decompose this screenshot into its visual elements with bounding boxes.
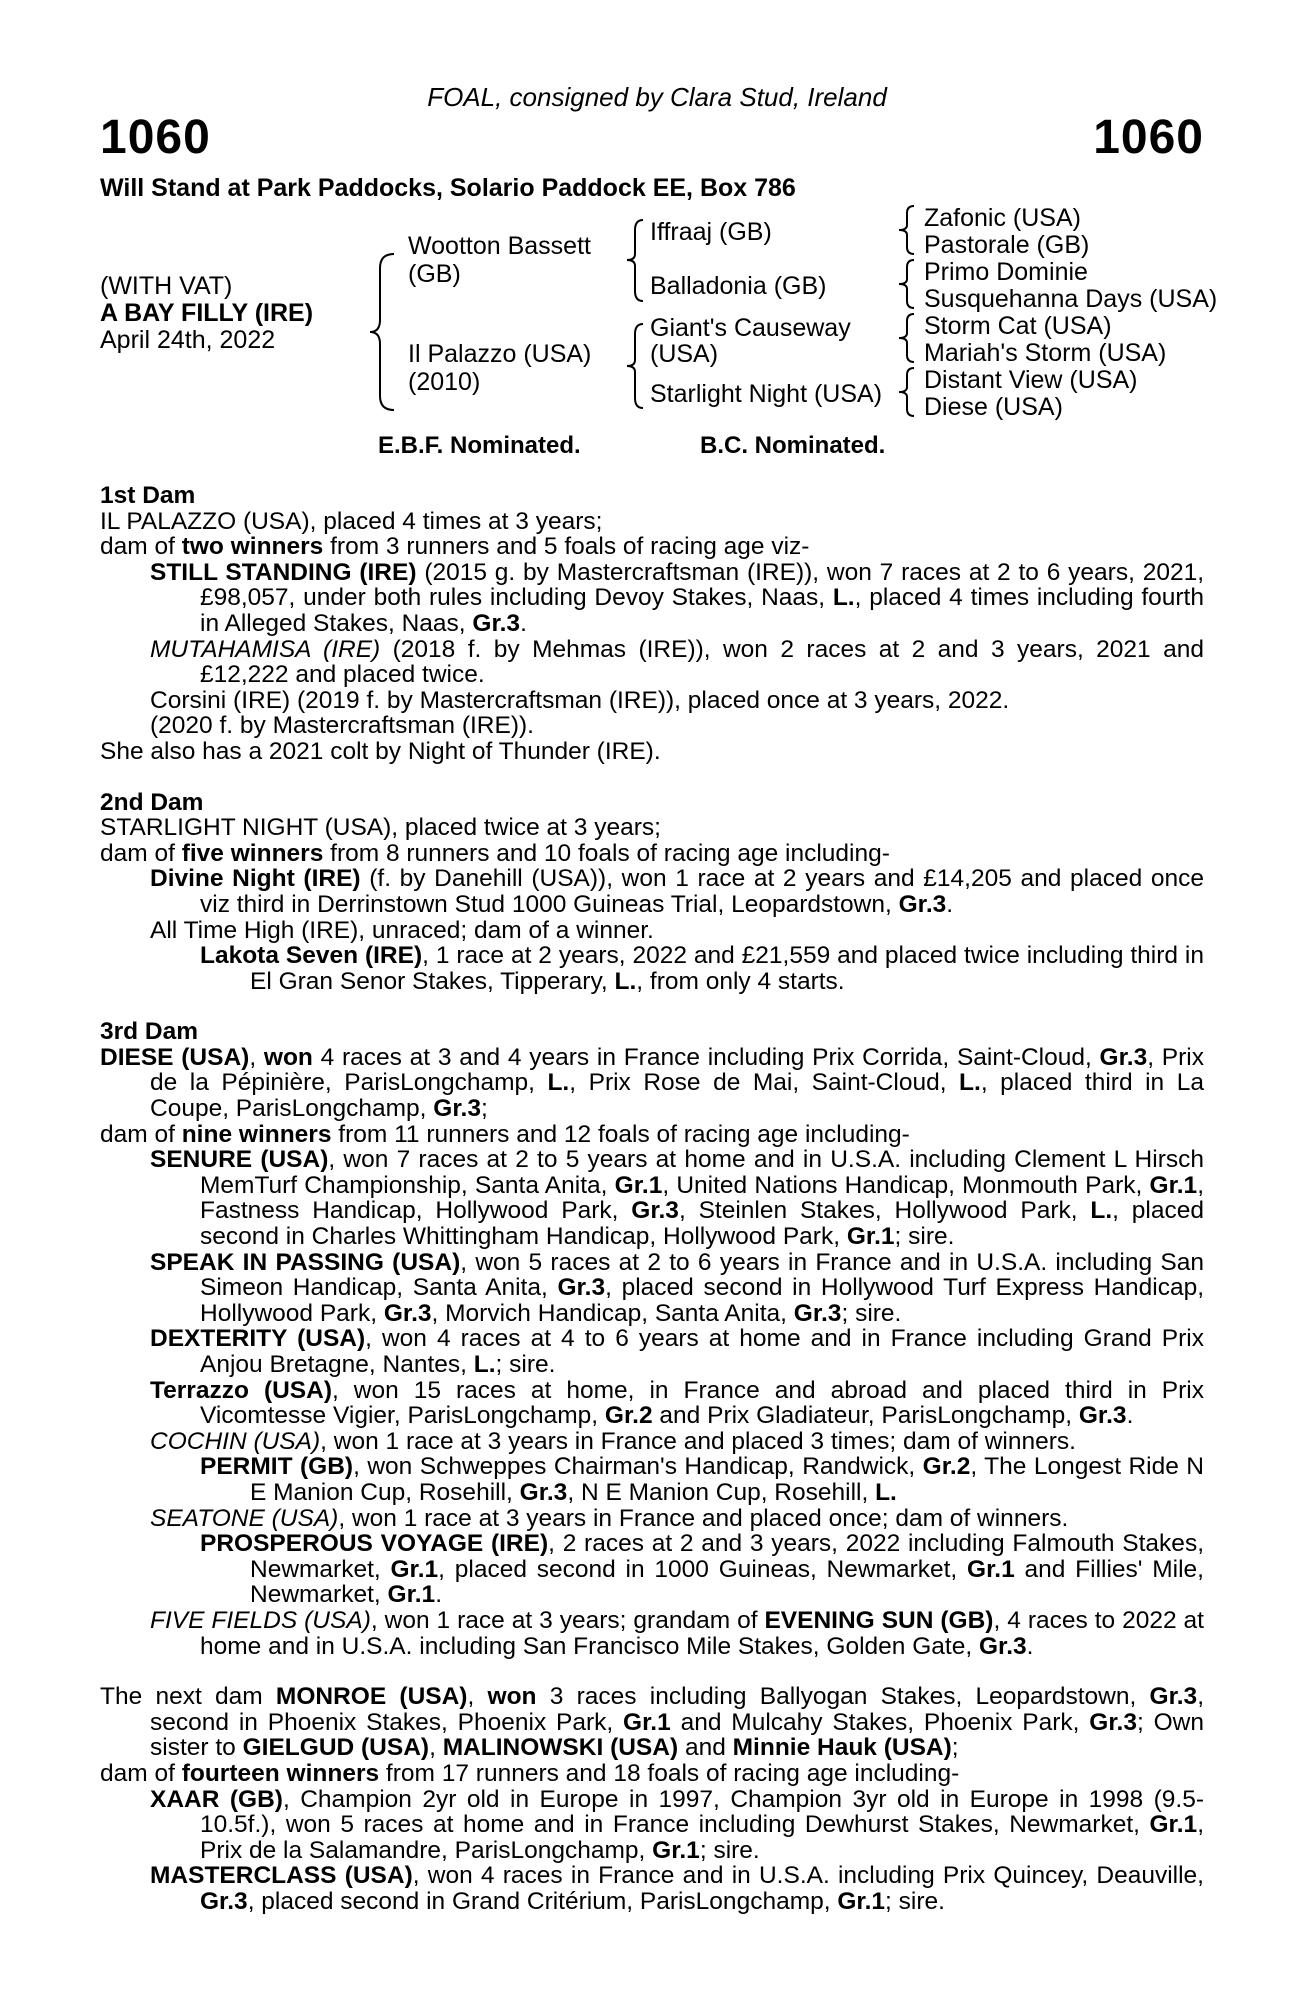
ss-sire: Zafonic (USA): [924, 204, 1081, 232]
first-dam-note: She also has a 2021 colt by Night of Thunder (IRE).: [100, 737, 661, 765]
dd-dam: Diese (USA): [924, 393, 1063, 421]
produce-entry: FIVE FIELDS (USA), won 1 race at 3 years; grandam of EVENING SUN (GB), 4 races to 2022 at home and in U.S.A. including San Francisco Mile Stakes, Golden Gate, Gr.3.: [150, 1606, 1204, 1660]
ebf-nomination: E.B.F. Nominated.: [378, 432, 581, 459]
pedigree-brace-7: [896, 366, 918, 418]
produce-entry: PROSPEROUS VOYAGE (IRE), 2 races at 2 and 3 years, 2022 including Falmouth Stakes, Newmarket, Gr.1, placed second in 1000 Guineas, Newmarket, Gr.1 and Fillies' Mile, Newmarket, Gr.1.: [200, 1530, 1204, 1609]
catalogue-body: [100, 483, 1204, 1914]
produce-entry: Lakota Seven (IRE), 1 race at 2 years, 2022 and £21,559 and placed twice including third in El Gran Senor Stakes, Tipperary, L., from only 4 starts.: [200, 942, 1204, 995]
vat-note: (WITH VAT): [100, 272, 233, 300]
horse-dob: April 24th, 2022: [100, 326, 276, 354]
horse-name: A BAY FILLY (IRE): [100, 299, 314, 327]
sire-sire: Iffraaj (GB): [650, 218, 772, 246]
lot-number-left: 1060: [100, 111, 211, 164]
produce-entry: MUTAHAMISA (IRE) (2018 f. by Mehmas (IRE)), won 2 races at 2 and 3 years, 2021 and £12,222 and placed twice.: [150, 635, 1204, 689]
lot-number-right: 1060: [1093, 111, 1204, 164]
next-dam-summary: The next dam MONROE (USA), won 3 races including Ballyogan Stakes, Leopardstown, Gr.3, second in Phoenix Stakes, Phoenix Park, Gr.1 and Mulcahy Stakes, Phoenix Park, Gr.3; Own sister to GIELGUD (USA), MALINOWSKI (USA) and Minnie Hauk (USA);: [100, 1683, 1205, 1762]
third-dam-summary: DIESE (USA), won 4 races at 3 and 4 years in France including Prix Corrida, Saint-Cloud, Gr.3, Prix de la Pépinière, ParisLongchamp, L., Prix Rose de Mai, Saint-Cloud, L., placed third in La Coupe, ParisLongchamp, Gr.3;: [100, 1043, 1204, 1123]
produce-entry: All Time High (IRE), unraced; dam of a winner.: [150, 916, 654, 944]
pedigree-brace-5: [896, 258, 918, 310]
pedigree-brace-1: [368, 252, 398, 412]
produce-entry: Divine Night (IRE) (f. by Danehill (USA)), won 1 race at 2 years and £14,205 and placed once viz third in Derrinstown Stud 1000 Guineas Trial, Leopardstown, Gr.3.: [150, 865, 1204, 918]
second-dam-summary: STARLIGHT NIGHT (USA), placed twice at 3 years;: [100, 814, 661, 842]
ds-sire: Storm Cat (USA): [924, 312, 1112, 340]
produce-entry: SENURE (USA), won 7 races at 2 to 5 years at home and in U.S.A. including Clement L Hirsch MemTurf Championship, Santa Anita, Gr.1, United Nations Handicap, Monmouth Park, Gr.1, Fastness Handicap, Hollywood Park, Gr.3, Steinlen Stakes, Hollywood Park, L., placed second in Charles Whittingham Handicap, Hollywood Park, Gr.1; sire.: [150, 1146, 1205, 1251]
ss-dam: Pastorale (GB): [924, 231, 1090, 259]
stabling-location: Will Stand at Park Paddocks, Solario Paddock EE, Box 786: [100, 174, 796, 202]
bc-nomination: B.C. Nominated.: [700, 432, 886, 459]
sd-sire: Primo Dominie: [924, 258, 1088, 286]
sire-dam: Balladonia (GB): [650, 272, 827, 300]
next-dam-record: dam of fourteen winners from 17 runners and 18 foals of racing age including-: [100, 1759, 960, 1787]
produce-entry: COCHIN (USA), won 1 race at 3 years in France and placed 3 times; dam of winners.: [150, 1427, 1076, 1455]
produce-entry: Corsini (IRE) (2019 f. by Mastercraftsman (IRE)), placed once at 3 years, 2022.: [150, 686, 1010, 714]
produce-entry: DEXTERITY (USA), won 4 races at 4 to 6 years at home and in France including Grand Prix Anjou Bretagne, Nantes, L.; sire.: [150, 1325, 1204, 1378]
dd-sire: Distant View (USA): [924, 366, 1138, 394]
dam-sire: Giant's Causeway: [650, 314, 851, 342]
third-dam-record: dam of nine winners from 11 runners and 12 foals of racing age including-: [100, 1120, 910, 1148]
second-dam-record: dam of five winners from 8 runners and 10 foals of racing age including-: [100, 839, 890, 867]
produce-entry: STILL STANDING (IRE) (2015 g. by Mastercraftsman (IRE)), won 7 races at 2 to 6 years, 2021, £98,057, under both rules including Devoy Stakes, Naas, L., placed 4 times including fourth in Alleged Stakes, Naas, Gr.3.: [150, 558, 1205, 637]
dam-sire-country: (USA): [650, 340, 719, 368]
dam-year: (2010): [408, 368, 481, 396]
produce-entry: SPEAK IN PASSING (USA), won 5 races at 2 to 6 years in France and in U.S.A. including San Simeon Handicap, Santa Anita, Gr.3, placed second in Hollywood Turf Express Handicap, Hollywood Park, Gr.3, Morvich Handicap, Santa Anita, Gr.3; sire.: [150, 1248, 1204, 1327]
produce-entry: (2020 f. by Mastercraftsman (IRE)).: [150, 712, 534, 740]
sd-dam: Susquehanna Days (USA): [924, 285, 1218, 313]
produce-entry: XAAR (GB), Champion 2yr old in Europe in 1997, Champion 3yr old in Europe in 1998 (9.5-10.5f.), won 5 races at home and in France including Dewhurst Stakes, Newmarket, Gr.1, Prix de la Salamandre, ParisLongchamp, Gr.1; sire.: [150, 1785, 1204, 1864]
produce-entry: SEATONE (USA), won 1 race at 3 years in France and placed once; dam of winners.: [150, 1504, 1069, 1532]
ds-dam: Mariah's Storm (USA): [924, 339, 1167, 367]
pedigree-brace-6: [896, 312, 918, 364]
produce-entry: MASTERCLASS (USA), won 4 races in France and in U.S.A. including Prix Quincey, Deauville, Gr.3, placed second in Grand Critérium, ParisLongchamp, Gr.1; sire.: [150, 1862, 1204, 1915]
sire-country: (GB): [408, 260, 461, 288]
pedigree-brace-2: [625, 218, 647, 303]
consignor-line: FOAL, consigned by Clara Stud, Ireland: [427, 82, 887, 112]
first-dam-heading: 1st Dam: [100, 482, 196, 509]
sire-name: Wootton Bassett: [408, 232, 591, 260]
dam-dam: Starlight Night (USA): [650, 380, 883, 408]
pedigree-brace-4: [896, 204, 918, 256]
pedigree-brace-3: [625, 322, 647, 410]
first-dam-summary: IL PALAZZO (USA), placed 4 times at 3 years;: [100, 507, 603, 535]
produce-entry: Terrazzo (USA), won 15 races at home, in France and abroad and placed third in Prix Vicomtesse Vigier, ParisLongchamp, Gr.2 and Prix Gladiateur, ParisLongchamp, Gr.3.: [150, 1376, 1204, 1430]
third-dam-heading: 3rd Dam: [100, 1018, 199, 1046]
second-dam-heading: 2nd Dam: [100, 788, 204, 816]
produce-entry: PERMIT (GB), won Schweppes Chairman's Handicap, Randwick, Gr.2, The Longest Ride N E Manion Cup, Rosehill, Gr.3, N E Manion Cup, Rosehill, L.: [200, 1453, 1204, 1506]
first-dam-record: dam of two winners from 3 runners and 5 foals of racing age viz-: [100, 533, 810, 561]
dam-name: Il Palazzo (USA): [408, 340, 592, 368]
